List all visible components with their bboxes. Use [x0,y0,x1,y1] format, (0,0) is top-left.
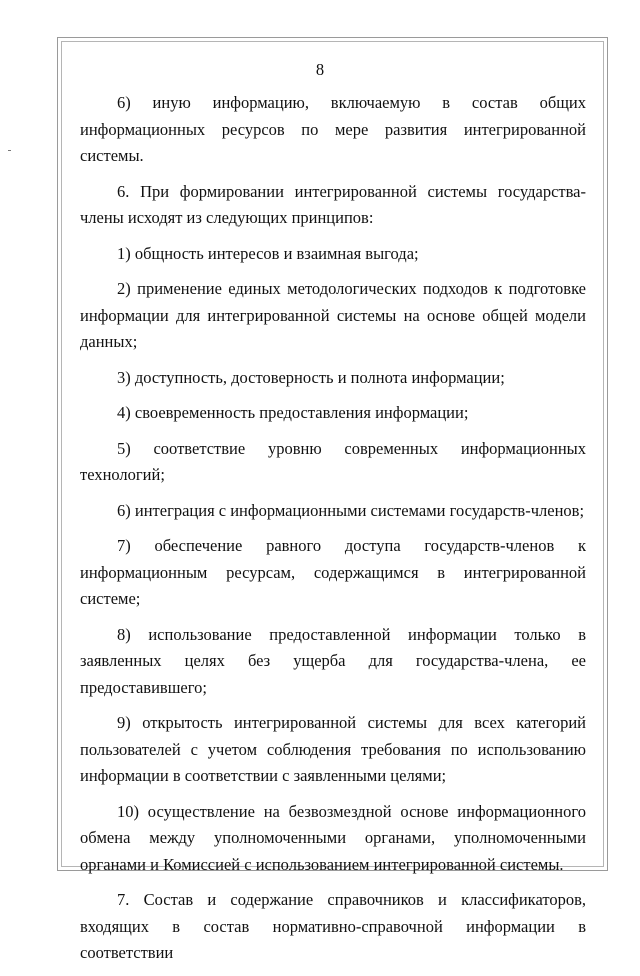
paragraph: 6) интеграция с информационными системами государств-членов; [117,500,585,520]
page-number: 8 [315,60,325,79]
paragraph: 1) общность интересов и взаимная выгода; [117,243,419,263]
paragraph: 7. Состав и содержание справочников и классификаторов, входящих в состав нормативно-справочной информации в соответствии [80,890,586,962]
paragraph: 5) соответствие уровню современных информационных технологий; [80,438,586,484]
paragraph: 8) использование предоставленной информации только в заявленных целях без ущерба для государства-члена, ее предоставившего; [80,624,586,697]
paragraph: 2) применение единых методологических подходов к подготовке информации для интегрированной системы на основе общей модели данных; [80,279,586,351]
scan-mark [8,150,11,151]
paragraph: 3) доступность, достоверность и полнота информации; [117,367,505,387]
paragraph: 9) открытость интегрированной системы для всех категорий пользователей с учетом соблюдения требования по использованию информации в соответствии с заявленными целями; [80,713,586,785]
paragraph: 7) обеспечение равного доступа государств-членов к информационным ресурсам, содержащимся в интегрированной системе; [80,536,586,608]
document-body [80,90,586,976]
paragraph: 10) осуществление на безвозмездной основе информационного обмена между уполномоченными органами, уполномоченными органами и Комиссией с использованием интегрированной системы. [80,801,586,874]
paragraph: 4) своевременность предоставления информации; [117,403,469,422]
paragraph: 6) иную информацию, включаемую в состав общих информационных ресурсов по мере развития интегрированной системы. [80,93,586,165]
paragraph: 6. При формировании интегрированной системы государства-члены исходят из следующих принципов: [80,181,586,227]
